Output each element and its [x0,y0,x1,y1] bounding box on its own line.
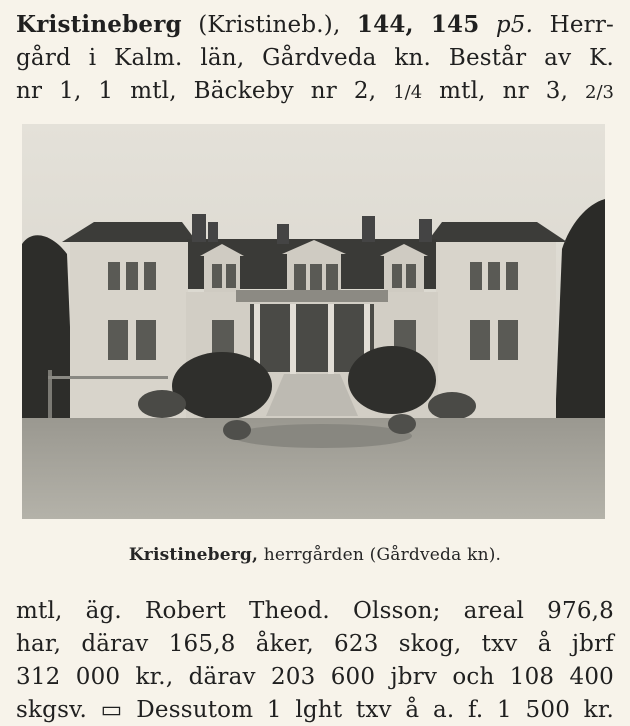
continuation-text [16,595,614,726]
entry-line-1 [16,8,614,42]
continuation-line-3: 312 000 kr., därav 203 600 jbrv och 108 400 [16,664,614,690]
entry-pages: 144, 145 [356,11,480,38]
caption-place-name: Kristineberg, [128,545,259,565]
manor-photograph [22,124,605,519]
caption-description: herrgården (Gårdveda kn). [258,545,502,565]
entry-line-3-b: mtl, nr 3, [422,78,586,104]
entry-line-1-tail: Herr- [533,12,614,38]
fraction-two-thirds: 2/3 [585,82,614,103]
continuation-line-1: mtl, äg. Robert Theod. Olsson; areal 976,8 [16,598,614,624]
entry-headword: Kristineberg [16,11,182,38]
continuation-line-4: skgsv. ▭ Dessutom 1 lght txv å a. f. 1 500 kr. [16,697,614,723]
continuation-line-2: har, därav 165,8 åker, 623 skog, txv å jbrf [16,631,614,657]
entry-page-suffix: p5. [495,12,534,38]
entry-line-3-a: nr 1, 1 mtl, Bäckeby nr 2, [16,78,394,104]
manor-house-illustration [22,124,605,519]
entry-line-3 [16,75,614,109]
fraction-quarter: 1/4 [393,82,423,103]
entry-line-2: gård i Kalm. län, Gårdveda kn. Består av K. [16,45,614,71]
photo-caption [0,544,630,566]
entry-abbrev: (Kristineb.), [181,12,357,38]
entry-text [16,8,614,109]
